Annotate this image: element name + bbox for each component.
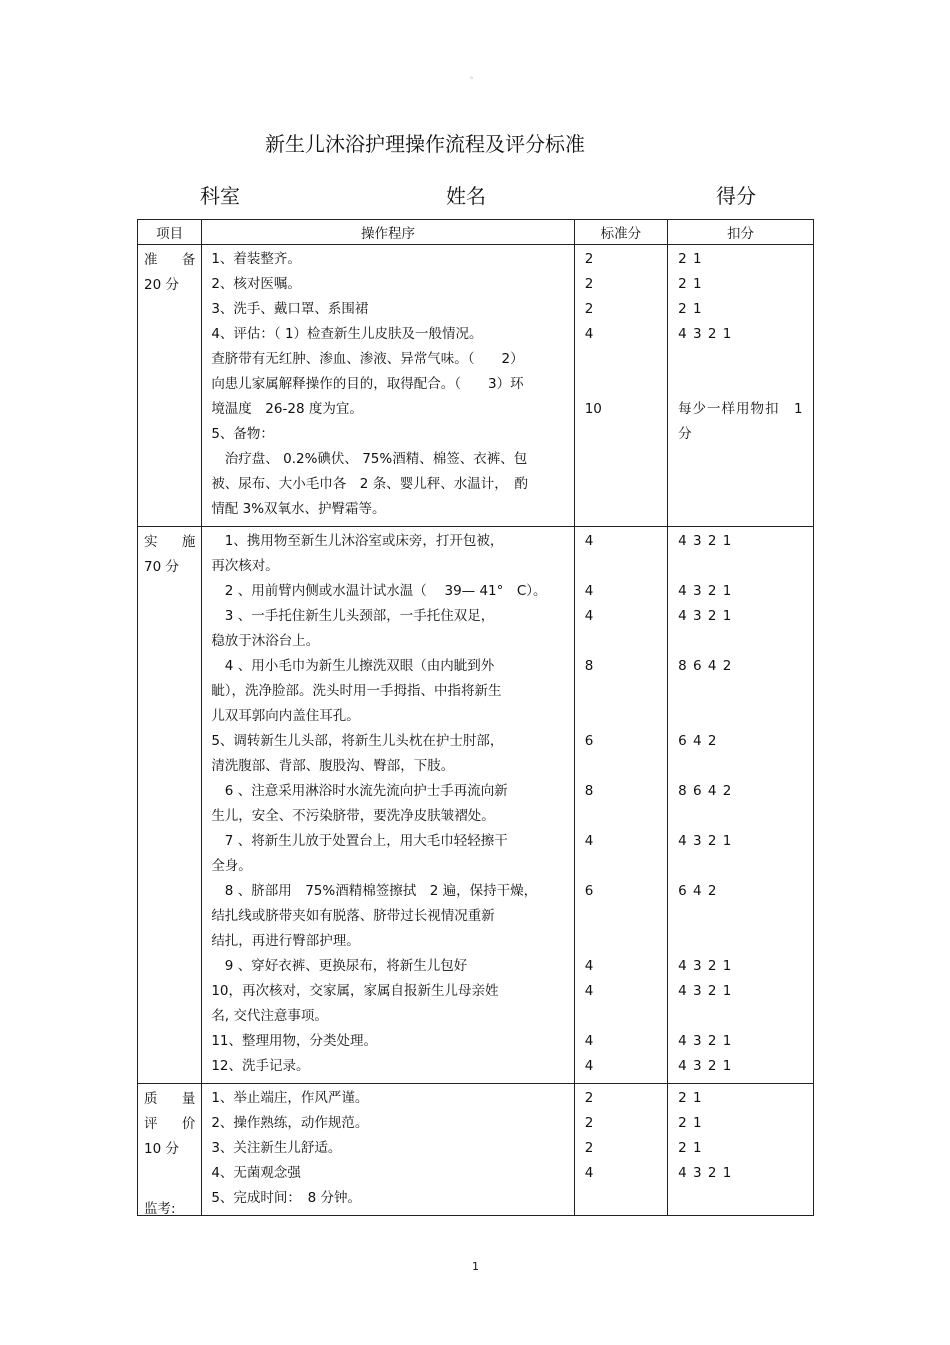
standard-score: 8 xyxy=(584,783,594,799)
procedure-line: 1、着装整齐。 xyxy=(211,251,301,267)
procedure-line: 2 、用前臂内侧或水温计试水温（ 39— 41° C）。 xyxy=(211,583,547,599)
score-label: 得分 xyxy=(716,184,756,208)
deduction-cell xyxy=(668,1084,814,1216)
section-label xyxy=(138,1084,202,1216)
spacer xyxy=(585,904,661,929)
table-section-row xyxy=(138,527,814,1084)
procedure-line: 11、整理用物，分类处理。 xyxy=(211,1033,377,1049)
procedure-cell xyxy=(202,1084,574,1216)
section-label-char: 量 xyxy=(181,1091,196,1107)
spacer xyxy=(585,679,661,704)
procedure-line: 4 、用小毛巾为新生儿擦洗双眼（由内眦到外 xyxy=(211,658,495,674)
procedure-line: 生儿，安全、不污染脐带，要洗净皮肤皱褶处。 xyxy=(211,808,495,824)
spacer xyxy=(678,447,807,472)
spacer xyxy=(585,854,661,879)
spacer xyxy=(585,372,661,397)
spacer xyxy=(678,554,807,579)
procedure-line: 5、备物： xyxy=(211,426,274,442)
procedure-line: 8 、脐部用 75%酒精棉签擦拭 2 遍，保持干燥， xyxy=(211,883,538,899)
spacer xyxy=(678,629,807,654)
spacer xyxy=(585,704,661,729)
procedure-line: 7 、将新生儿放于处置台上，用大毛巾轻轻擦干 xyxy=(211,833,508,849)
deduction-value: 6 4 2 xyxy=(678,883,718,899)
column-header: 项目 xyxy=(138,220,202,245)
name-label: 姓名 xyxy=(446,184,486,208)
procedure-cell xyxy=(202,245,574,527)
deduction-value: 4 3 2 1 xyxy=(678,1165,733,1181)
table-section-row xyxy=(138,245,814,527)
section-label-text: 70 分 xyxy=(144,559,179,575)
deduction-value: 4 3 2 1 xyxy=(678,1058,733,1074)
section-label xyxy=(138,245,202,527)
page-number: 1 xyxy=(472,1260,479,1273)
section-label-char: 备 xyxy=(181,252,196,268)
spacer xyxy=(585,629,661,654)
section-label-char: 评 xyxy=(144,1116,158,1132)
procedure-line: 5、调转新生儿头部，将新生儿头枕在护士肘部， xyxy=(211,733,504,749)
section-label-char: 质 xyxy=(144,1091,158,1107)
procedure-line: 眦），洗净脸部。洗头时用一手拇指、中指将新生 xyxy=(211,683,502,699)
deduction-value: 6 4 2 xyxy=(678,733,718,749)
procedure-line: 12、洗手记录。 xyxy=(211,1058,310,1074)
standard-score: 2 xyxy=(584,1115,594,1131)
standard-score xyxy=(585,1186,661,1211)
standard-score-cell xyxy=(574,1084,667,1216)
procedure-line: 2、核对医嘱。 xyxy=(211,276,301,292)
deduction-value: 4 3 2 1 xyxy=(678,833,733,849)
spacer xyxy=(678,1004,807,1029)
section-label-text xyxy=(144,248,195,273)
spacer xyxy=(585,447,661,472)
spacer xyxy=(678,804,807,829)
section-label xyxy=(138,527,202,1084)
procedure-line: 稳放于沐浴台上。 xyxy=(211,633,320,649)
procedure-line: 5、完成时间： 8 分钟。 xyxy=(211,1190,362,1206)
procedure-line: 1、举止端庄，作风严谨。 xyxy=(211,1090,369,1106)
procedure-line: 查脐带有无红肿、渗血、渗液、异常气味。（ 2） xyxy=(211,351,524,367)
page-title: 新生儿沐浴护理操作流程及评分标准 xyxy=(265,132,585,156)
deduction-value: 分 xyxy=(678,426,693,442)
section-label-char: 施 xyxy=(181,534,196,550)
procedure-cell xyxy=(202,527,574,1084)
deduction-value xyxy=(678,1186,807,1211)
section-label-text: 20 分 xyxy=(144,277,179,293)
standard-score: 4 xyxy=(584,833,594,849)
deduction-value: 4 3 2 1 xyxy=(678,583,733,599)
standard-score: 4 xyxy=(584,583,594,599)
procedure-line: 全身。 xyxy=(211,858,252,874)
spacer xyxy=(585,804,661,829)
spacer xyxy=(678,472,807,497)
standard-score: 4 xyxy=(584,608,594,624)
standard-score: 2 xyxy=(584,276,594,292)
spacer xyxy=(678,497,807,522)
deduction-value: 4 3 2 1 xyxy=(678,958,733,974)
standard-score: 4 xyxy=(584,1165,594,1181)
procedure-line: 结扎线或脐带夹如有脱落、脐带过长视情况重新 xyxy=(211,908,495,924)
procedure-line: 1、携用物至新生儿沐浴室或床旁，打开包被， xyxy=(211,533,504,549)
supervisor-label: 监考: xyxy=(144,1201,176,1217)
procedure-line: 结扎，再进行臀部护理。 xyxy=(211,933,360,949)
standard-score: 6 xyxy=(584,883,594,899)
deduction-value: 2 1 xyxy=(678,1115,703,1131)
standard-score: 4 xyxy=(584,958,594,974)
standard-score: 2 xyxy=(584,251,594,267)
standard-score: 4 xyxy=(584,983,594,999)
section-label-char: 价 xyxy=(181,1116,196,1132)
standard-score: 10 xyxy=(584,401,602,417)
deduction-value: 2 1 xyxy=(678,251,703,267)
section-label-text xyxy=(144,1112,195,1137)
spacer xyxy=(585,754,661,779)
deduction-value: 2 1 xyxy=(678,276,703,292)
deduction-value: 4 3 2 1 xyxy=(678,983,733,999)
deduction-value: 每少一样用物扣 1 xyxy=(678,401,804,417)
spacer xyxy=(585,472,661,497)
table-section-row xyxy=(138,1084,814,1216)
deduction-value: 2 1 xyxy=(678,301,703,317)
standard-score: 2 xyxy=(584,1140,594,1156)
table-header-row xyxy=(138,220,814,245)
column-header: 扣分 xyxy=(668,220,814,245)
standard-score: 4 xyxy=(584,1033,594,1049)
section-label-text xyxy=(144,530,195,555)
procedure-line: 被、尿布、大小毛巾各 2 条、婴儿秤、水温计， 酌 xyxy=(211,476,528,492)
section-label-char: 准 xyxy=(144,252,158,268)
spacer xyxy=(678,372,807,397)
procedure-line: 3、洗手、戴口罩、系围裙 xyxy=(211,301,369,317)
procedure-line: 治疗盘、 0.2%碘伏、 75%酒精、棉签、衣裤、包 xyxy=(211,451,528,467)
standard-score-cell xyxy=(574,527,667,1084)
procedure-line: 6 、注意采用淋浴时水流先流向护士手再流向新 xyxy=(211,783,508,799)
procedure-line: 清洗腹部、背部、腹股沟、臀部，下肢。 xyxy=(211,758,455,774)
procedure-line: 10，再次核对，交家属，家属自报新生儿母亲姓 xyxy=(211,983,499,999)
spacer xyxy=(585,1004,661,1029)
standard-score-cell xyxy=(574,245,667,527)
deduction-value: 4 3 2 1 xyxy=(678,1033,733,1049)
procedure-line: 情配 3%双氧水、护臀霜等。 xyxy=(211,501,386,517)
deduction-cell xyxy=(668,527,814,1084)
dept-label: 科室 xyxy=(200,184,240,208)
standard-score: 4 xyxy=(584,533,594,549)
spacer xyxy=(678,679,807,704)
procedure-line: 名, 交代注意事项。 xyxy=(211,1008,328,1024)
procedure-line: 儿双耳郭向内盖住耳孔。 xyxy=(211,708,360,724)
deduction-value: 8 6 4 2 xyxy=(678,783,733,799)
spacer xyxy=(585,347,661,372)
deduction-value: 4 3 2 1 xyxy=(678,326,733,342)
section-label-char: 实 xyxy=(144,534,158,550)
section-label-text: 10 分 xyxy=(144,1141,179,1157)
column-header: 操作程序 xyxy=(202,220,574,245)
procedure-line: 3 、一手托住新生儿头颈部，一手托住双足， xyxy=(211,608,495,624)
deduction-cell xyxy=(668,245,814,527)
spacer xyxy=(678,854,807,879)
spacer xyxy=(678,929,807,954)
section-label-text xyxy=(144,1087,195,1112)
standard-score: 2 xyxy=(584,301,594,317)
standard-score: 2 xyxy=(584,1090,594,1106)
procedure-line: 4、无菌观念强 xyxy=(211,1165,301,1181)
procedure-line: 3、关注新生儿舒适。 xyxy=(211,1140,342,1156)
standard-score: 6 xyxy=(584,733,594,749)
column-header: 标准分 xyxy=(574,220,667,245)
deduction-value: 2 1 xyxy=(678,1090,703,1106)
procedure-line: 境温度 26-28 度为宜。 xyxy=(211,401,363,417)
spacer xyxy=(585,554,661,579)
spacer xyxy=(585,497,661,522)
top-mark: 。 xyxy=(470,71,478,80)
spacer xyxy=(585,929,661,954)
deduction-value: 4 3 2 1 xyxy=(678,533,733,549)
standard-score: 4 xyxy=(584,326,594,342)
scoring-table xyxy=(137,219,814,1216)
procedure-line: 再次核对。 xyxy=(211,558,279,574)
procedure-line: 2、操作熟练，动作规范。 xyxy=(211,1115,369,1131)
spacer xyxy=(678,704,807,729)
deduction-value: 8 6 4 2 xyxy=(678,658,733,674)
procedure-line: 9 、穿好衣裤、更换尿布，将新生儿包好 xyxy=(211,958,468,974)
standard-score: 8 xyxy=(584,658,594,674)
spacer xyxy=(678,754,807,779)
spacer xyxy=(678,347,807,372)
standard-score: 4 xyxy=(584,1058,594,1074)
table-body xyxy=(138,245,814,1216)
spacer xyxy=(585,422,661,447)
procedure-line: 向患儿家属解释操作的目的，取得配合。（ 3）环 xyxy=(211,376,524,392)
procedure-line: 4、评估：（ 1）检查新生儿皮肤及一般情况。 xyxy=(211,326,483,342)
deduction-value: 4 3 2 1 xyxy=(678,608,733,624)
spacer xyxy=(678,904,807,929)
deduction-value: 2 1 xyxy=(678,1140,703,1156)
